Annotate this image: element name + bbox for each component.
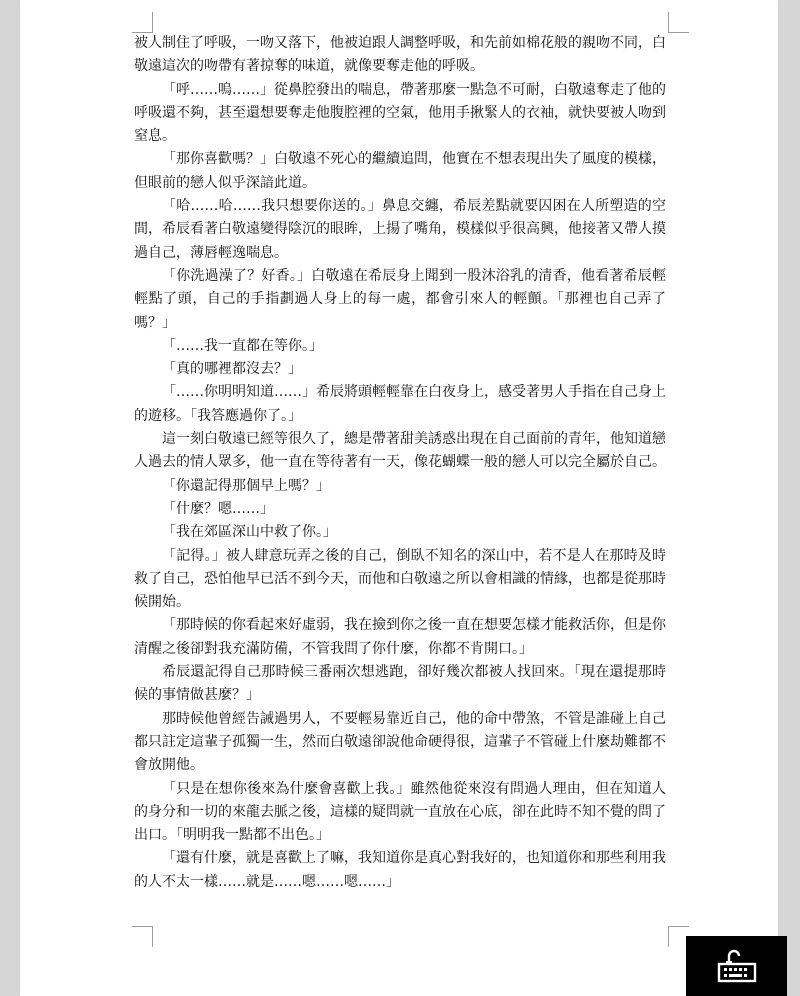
paragraph: 「……我一直都在等你。」 [162,337,323,354]
keyboard-unlock-icon [717,949,757,983]
paragraph: 「我在郊區深山中救了你。」 [162,524,337,541]
paragraph: 「真的哪裡都沒去？」 [162,361,302,378]
paragraph: 這一刻白敬遠已經等很久了，總是帶著甜美誘惑出現在自己面前的青年，他知道戀人過去的情人眾多，他一直在等待著有一天，像花蝴蝶一般的戀人可以完全屬於自己。 [134,431,666,471]
crop-mark-top-right [668,12,689,33]
paragraph: 「記得。」被人肆意玩弄之後的自己，倒臥不知名的深山中，若不是人在那時及時救了自己，恐怕他早已活不到今天，而他和白敬遠之所以會相識的情緣，也都是從那時候開始。 [134,547,666,611]
paragraph: 希辰還記得自己那時候三番兩次想逃跑，卻好幾次都被人找回來。「現在還提那時候的事情做甚麼？」 [134,664,666,704]
paragraph: 「哈……哈……我只想要你送的。」鼻息交纏，希辰差點就要囚困在人所塑造的空間，希辰看著白敬遠變得陰沉的眼眸，上揚了嘴角，模樣似乎很高興，他接著又帶人摸過自己，薄唇輕逸喘息。 [134,198,666,261]
paragraph: 「那時候的你看起來好虛弱，我在撿到你之後一直在想要怎樣才能救活你，但是你清醒之後卻對我充滿防備，不管我問了你什麼，你都不肯開口。」 [134,617,666,657]
document-page [20,0,778,996]
paragraph: 「你還記得那個早上嗎？」 [162,477,330,494]
paragraph: 「那你喜歡嗎？」白敬遠不死心的繼續追問，他實在不想表現出失了風度的模樣，但眼前的戀人似乎深諳此道。 [134,151,666,191]
paragraph: 「呼……嗚……」從鼻腔發出的喘息，帶著那麼一點急不可耐，白敬遠奪走了他的呼吸還不夠，甚至還想要奪走他腹腔裡的空氣，他用手揪緊人的衣袖，就快要被人吻到窒息。 [134,81,666,145]
keyboard-unlock-button[interactable] [686,936,787,996]
paragraph: 「只是在想你後來為什麼會喜歡上我。」雖然他從來沒有問過人理由，但在知道人的身分和一切的來龍去脈之後，這樣的疑問就一直放在心底，卻在此時不知不覺的問了出口。「明明我一點都不出色。」 [134,780,666,844]
paragraph: 「什麼？嗯……」 [162,500,274,517]
paragraph: 被人制住了呼吸，一吻又落下，他被迫跟人調整呼吸，和先前如棉花般的親吻不同，白敬遠這次的吻帶有著掠奪的味道，就像要奪走他的呼吸。 [134,35,666,75]
crop-mark-top-left [132,12,153,33]
paragraph: 「你洗過澡了？好香。」白敬遠在希辰身上聞到一股沐浴乳的清香，他看著希辰輕輕點了頭，自己的手指劃過人身上的每一處，都會引來人的輕顫。「那裡也自己弄了嗎？」 [134,267,666,331]
document-body [134,32,666,894]
paragraph: 「……你明明知道……」希辰將頭輕輕靠在白夜身上，感受著男人手指在自己身上的遊移。「我答應過你了。」 [134,384,666,424]
crop-mark-bottom-left [132,926,153,947]
paragraph: 「還有什麼，就是喜歡上了嘛，我知道你是真心對我好的，也知道你和那些利用我的人不太一樣……就是……嗯……嗯……」 [134,850,666,890]
paragraph: 那時候他曾經告誡過男人，不要輕易靠近自己，他的命中帶煞，不管是誰碰上自己都只註定這輩子孤獨一生，然而白敬遠卻說他命硬得很，這輩子不管碰上什麼劫難都不會放開他。 [134,710,666,774]
